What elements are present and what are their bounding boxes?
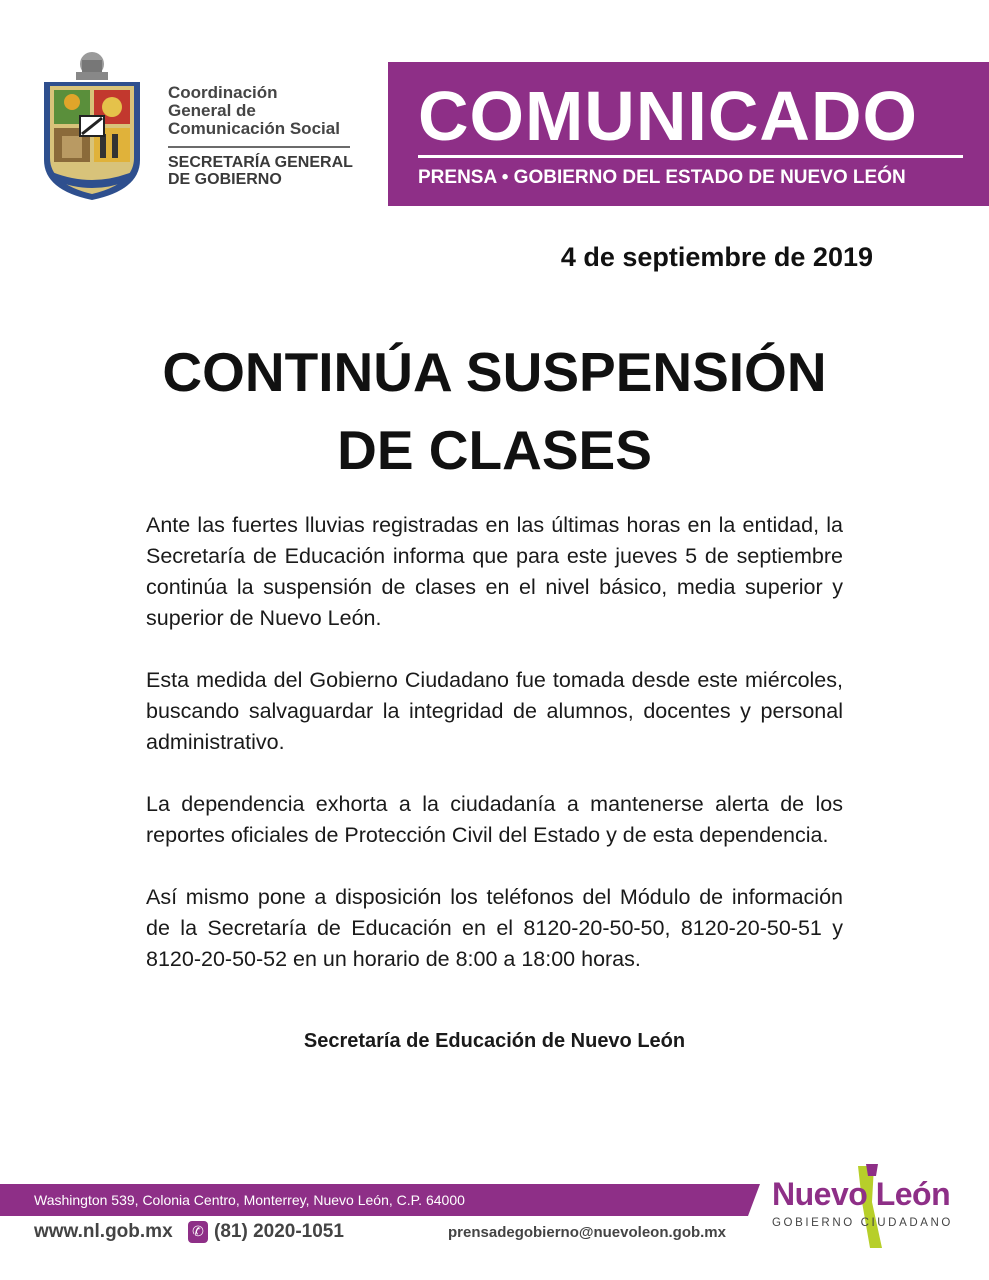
- release-body: [146, 510, 843, 1006]
- banner-subtitle: PRENSA • GOBIERNO DEL ESTADO DE NUEVO LEÓN: [418, 167, 906, 188]
- footer-email-link[interactable]: prensadegobierno@nuevoleon.gob.mx: [448, 1224, 726, 1241]
- coordination-line-1: Coordinación: [168, 83, 278, 102]
- footer-website-link[interactable]: www.nl.gob.mx: [34, 1221, 173, 1242]
- coordination-line-3: Comunicación Social: [168, 119, 340, 138]
- logo-word: Nuevo León: [772, 1176, 951, 1212]
- banner-title: COMUNICADO: [418, 77, 918, 155]
- coordination-divider: [168, 146, 350, 148]
- release-date: 4 de septiembre de 2019: [560, 242, 873, 272]
- body-paragraph-4: Así mismo pone a disposición los teléfonos del Módulo de información de la Secretaría de Educación en el 8120-20-50-50, 8120-20-50-51 y 8120-20-50-52 en un horario de 8:00 a 18:00 horas.: [146, 885, 843, 971]
- state-coat-of-arms-icon: [36, 50, 148, 206]
- body-paragraph-1: Ante las fuertes lluvias registradas en las últimas horas en la entidad, la Secretaría de Educación informa que para este jueves 5 de septiembre continúa la suspensión de clases en el nivel básico, media superior y superior de Nuevo León.: [146, 513, 843, 630]
- footer-address-bar: [0, 1184, 760, 1216]
- title-line-2: DE CLASES: [337, 419, 652, 481]
- nuevo-leon-logo-icon: [768, 1162, 968, 1254]
- footer-phone: (81) 2020-1051: [214, 1221, 344, 1242]
- signature: Secretaría de Educación de Nuevo León: [303, 1030, 686, 1052]
- footer-address: Washington 539, Colonia Centro, Monterrey, Nuevo León, C.P. 64000: [34, 1192, 465, 1208]
- banner-divider: [418, 155, 963, 158]
- phone-icon: ✆: [188, 1221, 208, 1243]
- coordination-block: [168, 84, 378, 188]
- comunicado-banner: [388, 62, 989, 206]
- body-paragraph-2: Esta medida del Gobierno Ciudadano fue tomada desde este miércoles, buscando salvaguardar la integridad de alumnos, docentes y personal administrativo.: [146, 668, 843, 754]
- secretaria-line-2: DE GOBIERNO: [168, 171, 282, 188]
- secretaria-line-1: SECRETARÍA GENERAL: [168, 154, 353, 171]
- logo-tagline: GOBIERNO CIUDADANO: [772, 1217, 953, 1229]
- page-title: [0, 333, 989, 489]
- body-paragraph-3: La dependencia exhorta a la ciudadanía a mantenerse alerta de los reportes oficiales de Protección Civil del Estado y de esta dependencia.: [146, 792, 843, 847]
- title-line-1: CONTINÚA SUSPENSIÓN: [162, 341, 827, 403]
- coordination-line-2: General de: [168, 101, 256, 120]
